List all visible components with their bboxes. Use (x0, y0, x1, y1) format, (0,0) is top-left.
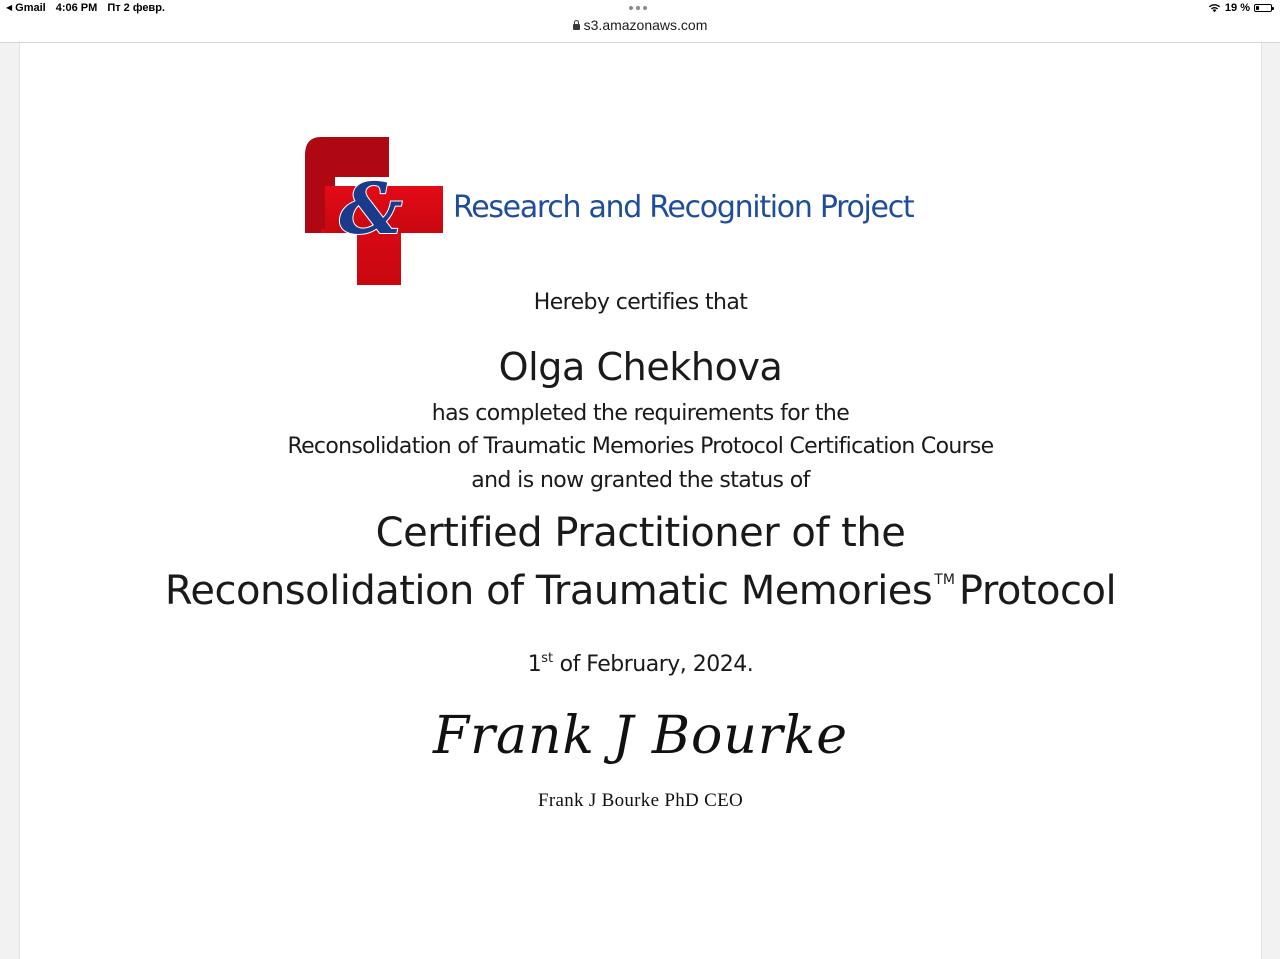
date-day: 1 (527, 652, 542, 677)
address-bar[interactable] (0, 17, 1280, 33)
page-gutter-left (0, 43, 20, 959)
org-logo (305, 135, 445, 287)
trademark-mark: TM (934, 572, 955, 588)
battery-level (1256, 6, 1259, 10)
recipient-name: Olga Chekhova (498, 345, 783, 389)
back-app-label: Gmail (15, 2, 46, 14)
signature: Frank J Bourke (433, 706, 848, 766)
wifi-icon (1208, 3, 1221, 13)
ellipsis-icon[interactable] (629, 6, 647, 10)
red-cross-ampersand-logo (305, 135, 445, 287)
back-arrow-icon: ◀ (6, 3, 13, 12)
date-rest: of February, 2024. (553, 652, 754, 677)
status-bar-right (1208, 2, 1272, 14)
ampersand-glyph: & (339, 167, 403, 250)
battery-percent: 19 % (1224, 2, 1250, 14)
requirements-line-3: and is now granted the status of (471, 468, 810, 493)
date-suffix: st (541, 651, 554, 666)
status-bar (0, 0, 1280, 43)
status-date: Пт 2 февр. (107, 2, 165, 14)
lock-icon (573, 24, 580, 30)
org-name: Research and Recognition Project (453, 190, 914, 225)
requirements-line-2: Reconsolidation of Traumatic Memories Protocol Certification Course (287, 434, 994, 459)
back-to-app-button[interactable] (6, 2, 46, 14)
status-time: 4:06 PM (55, 2, 98, 14)
signer-name: Frank J Bourke PhD CEO (537, 790, 744, 811)
requirements-line-1: has completed the requirements for the (431, 401, 850, 426)
status-title-line-1: Certified Practitioner of the (375, 510, 906, 556)
status-title-end: Protocol (958, 568, 1117, 614)
url-text: s3.amazonaws.com (583, 17, 708, 33)
status-title-line-2 (20, 568, 1261, 614)
status-title-main: Reconsolidation of Traumatic Memories (164, 568, 933, 614)
battery-icon (1254, 4, 1272, 12)
page-gutter-right (1261, 43, 1280, 959)
certify-intro: Hereby certifies that (533, 290, 748, 315)
status-bar-left (6, 2, 165, 14)
certificate-date (20, 651, 1261, 677)
certificate-page (20, 43, 1261, 959)
